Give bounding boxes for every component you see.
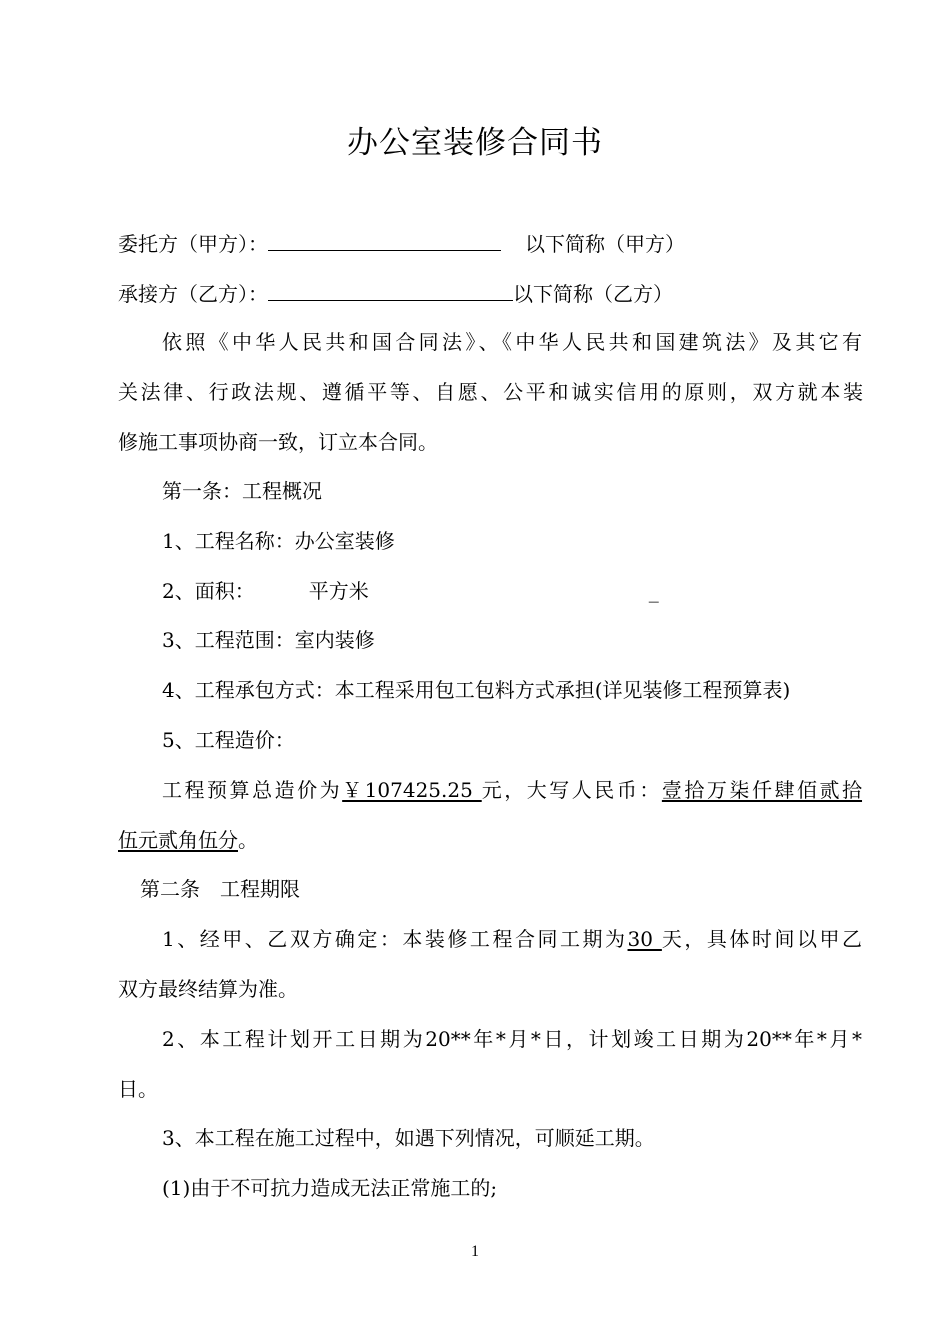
article-2-item-1-line-2: 双方最终结算为准。	[118, 977, 298, 1001]
article-1-item-2	[162, 577, 862, 605]
price-middle: 元，大写人民币：	[481, 778, 662, 802]
article-1-item-5: 5、工程造价：	[162, 728, 295, 752]
article-2-item-2-line-1: 2、本工程计划开工日期为20**年*月*日，计划竣工日期为20**年*月*	[162, 1027, 862, 1051]
term-suffix: 天，具体时间以甲乙	[661, 927, 862, 951]
article-2-item-1-line-1	[162, 925, 862, 953]
party-b-line	[118, 278, 863, 308]
article-1-item-4: 4、工程承包方式：本工程采用包工包料方式承担(详见装修工程预算表)	[162, 678, 791, 702]
price-suffix: 。	[238, 828, 258, 852]
article-1-item-3: 3、工程范围：室内装修	[162, 628, 375, 652]
contract-title: 办公室装修合同书	[347, 125, 603, 161]
party-b-label: 承接方（乙方）：	[118, 282, 268, 306]
price-words-part-2: 伍元贰角伍分	[118, 828, 238, 852]
price-line-2	[118, 826, 863, 854]
article-1-item-1: 1、工程名称：办公室装修	[162, 529, 395, 553]
article-2-item-2-line-2: 日。	[118, 1077, 158, 1101]
article-1-heading: 第一条：工程概况	[162, 479, 322, 503]
page-number: 1	[471, 1243, 479, 1260]
term-days: 30	[627, 927, 662, 951]
party-b-name-blank	[268, 278, 513, 301]
party-a-line	[118, 228, 863, 258]
area-label: 2、面积：	[162, 579, 255, 603]
party-a-label: 委托方（甲方）：	[118, 232, 268, 256]
preamble-line-3: 修施工事项协商一致，订立本合同。	[118, 430, 438, 454]
article-2-item-3-sub-1: (1)由于不可抗力造成无法正常施工的;	[162, 1176, 498, 1200]
price-words-part-1: 壹拾万柒仟肆佰贰拾	[661, 778, 863, 802]
preamble-line-1: 依照《中华人民共和国合同法》、《中华人民共和国建筑法》及其它有	[162, 330, 862, 354]
term-prefix: 1、经甲、乙双方确定：本装修工程合同工期为	[162, 927, 628, 951]
price-prefix: 工程预算总造价为	[162, 778, 343, 802]
preamble-line-2: 关法律、行政法规、遵循平等、自愿、公平和诚实信用的原则，双方就本装	[118, 380, 863, 404]
article-2-heading: 第二条 工程期限	[140, 877, 300, 901]
article-2-item-3: 3、本工程在施工过程中，如遇下列情况，可顺延工期。	[162, 1126, 655, 1150]
party-a-alias: 以下简称（甲方）	[525, 232, 685, 256]
party-a-name-blank	[268, 228, 501, 251]
area-unit: 平方米	[308, 579, 369, 603]
price-amount: ￥107425.25	[342, 778, 482, 802]
price-line-1	[162, 776, 862, 804]
area-mark: _	[648, 579, 659, 603]
party-b-alias: 以下简称（乙方）	[513, 282, 673, 306]
